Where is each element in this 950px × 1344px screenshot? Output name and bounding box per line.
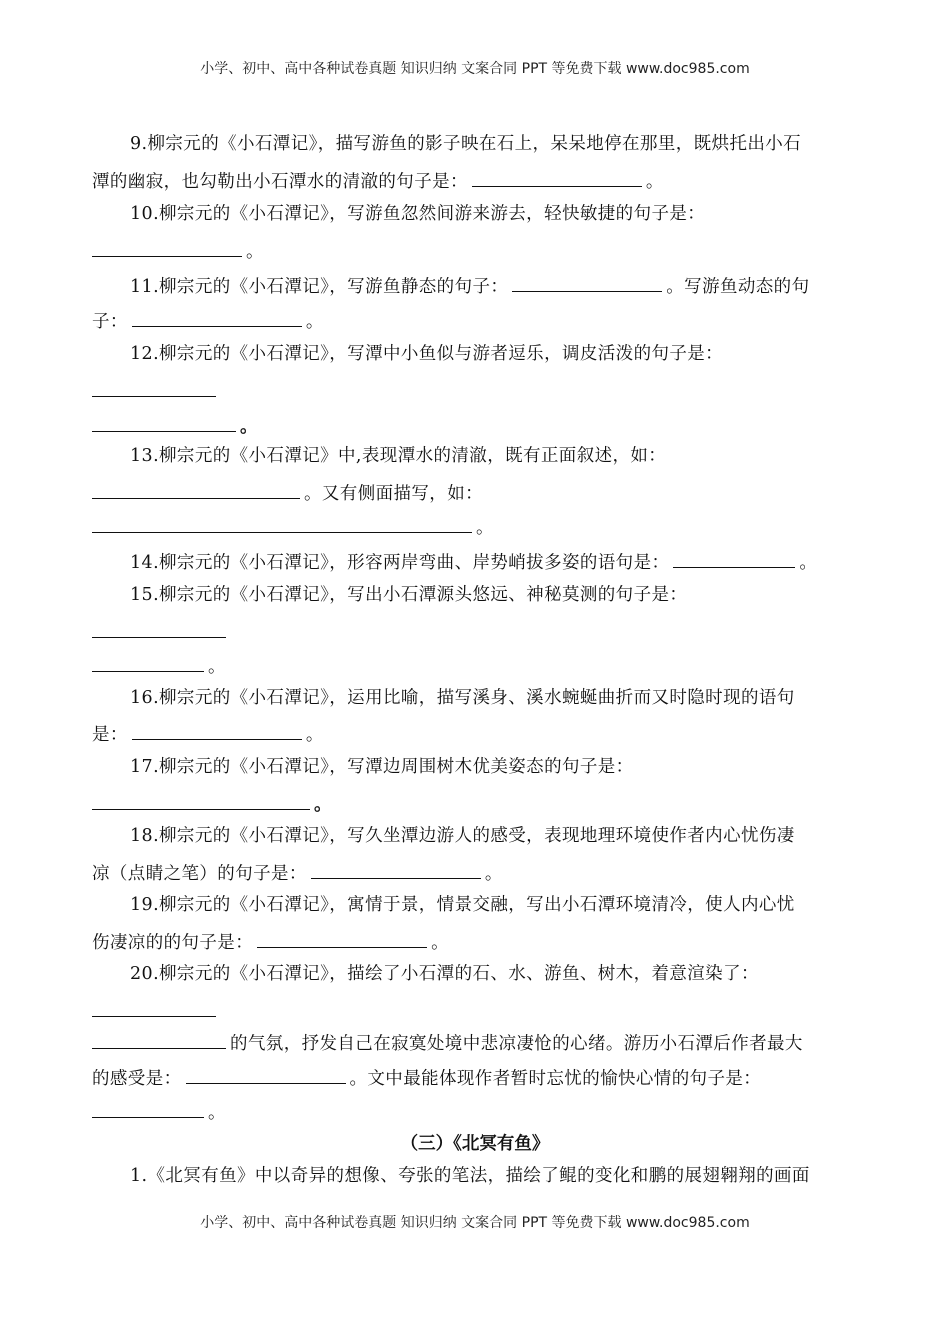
q9-line2 — [92, 168, 664, 193]
q15-line2 — [92, 619, 230, 644]
q19-text: 伤凄凉的的句子是： — [92, 933, 254, 953]
q16-line1: 16.柳宗元的《小石潭记》，运用比喻，描写溪身、溪水蜿蜒曲折而又时隐时现的语句 — [130, 688, 795, 708]
answer-blank[interactable] — [92, 378, 216, 397]
q17-line1: 17.柳宗元的《小石潭记》，写潭边周围树木优美姿态的句子是： — [130, 757, 634, 777]
answer-blank[interactable] — [92, 1030, 226, 1049]
q15-line1: 15.柳宗元的《小石潭记》，写出小石潭源头悠远、神秘莫测的句子是： — [130, 585, 688, 605]
q20-line2 — [92, 998, 220, 1023]
q13-line2 — [92, 480, 483, 505]
q19-line1: 19.柳宗元的《小石潭记》，寓情于景，情景交融，写出小石潭环境清冷，使人内心忧 — [130, 895, 795, 915]
q12-line3 — [92, 413, 258, 438]
answer-blank[interactable] — [92, 238, 242, 257]
period: 。 — [431, 933, 450, 953]
answer-blank[interactable] — [92, 998, 216, 1017]
bm-q1-line1: 1.《北冥有鱼》中以奇异的想像、夸张的笔法，描绘了鲲的变化和鹏的展翅翱翔的画面 — [130, 1166, 810, 1186]
q16-text: 是： — [92, 725, 128, 745]
q12-line2 — [92, 378, 220, 403]
answer-blank[interactable] — [311, 860, 481, 879]
q20-line4 — [92, 1065, 761, 1090]
q11-text-a: 11.柳宗元的《小石潭记》，写游鱼静态的句子： — [130, 277, 509, 297]
q13-line3 — [92, 514, 494, 539]
answer-blank[interactable] — [132, 308, 302, 327]
answer-blank[interactable] — [472, 168, 642, 187]
period: 。 — [246, 242, 264, 262]
answer-blank[interactable] — [512, 273, 662, 292]
q16-line2 — [92, 721, 324, 746]
period: 。 — [799, 553, 818, 573]
period: 。 — [314, 795, 332, 815]
q20-line5 — [92, 1099, 226, 1124]
period: 。 — [208, 657, 226, 677]
q9-text: 潭的幽寂，也勾勒出小石潭水的清澈的句子是： — [92, 172, 468, 192]
q17-line2 — [92, 791, 332, 816]
q9-line1: 9.柳宗元的《小石潭记》，描写游鱼的影子映在石上，呆呆地停在那里，既烘托出小石 — [130, 134, 802, 154]
period: 。 — [305, 725, 324, 745]
q11-line1 — [130, 273, 809, 298]
q12-line1: 12.柳宗元的《小石潭记》，写潭中小鱼似与游者逗乐，调皮活泼的句子是： — [130, 344, 724, 364]
answer-blank[interactable] — [92, 791, 310, 810]
period: 。 — [208, 1103, 226, 1123]
section-title: （三）《北冥有鱼》 — [400, 1134, 550, 1154]
q11-line2 — [92, 308, 324, 333]
page-footer: 小学、初中、高中各种试卷真题 知识归纳 文案合同 PPT 等免费下载 www.doc985.com — [200, 1215, 750, 1231]
q14-line1 — [130, 549, 817, 574]
answer-blank[interactable] — [132, 721, 302, 740]
q19-line2 — [92, 929, 449, 954]
period: 。 — [305, 312, 324, 332]
answer-blank[interactable] — [92, 619, 226, 638]
q10-line1: 10.柳宗元的《小石潭记》，写游鱼忽然间游来游去，轻快敏捷的句子是： — [130, 204, 706, 224]
q20-text-b: 的感受是： — [92, 1069, 182, 1089]
q11-text-c: 子： — [92, 312, 128, 332]
answer-blank[interactable] — [92, 413, 236, 432]
q15-line3 — [92, 653, 226, 678]
q18-text: 凉（点睛之笔）的句子是： — [92, 864, 307, 884]
period: 。 — [645, 172, 664, 192]
q18-line2 — [92, 860, 503, 885]
period: 。 — [240, 417, 258, 437]
answer-blank[interactable] — [673, 549, 795, 568]
q20-line1: 20.柳宗元的《小石潭记》，描绘了小石潭的石、水、游鱼、树木，着意渲染了： — [130, 964, 759, 984]
q18-line1: 18.柳宗元的《小石潭记》，写久坐潭边游人的感受，表现地理环境使作者内心忧伤凄 — [130, 826, 795, 846]
q11-text-b: 。写游鱼动态的句 — [666, 277, 810, 297]
answer-blank[interactable] — [92, 514, 472, 533]
q13-text: 。又有侧面描写，如： — [304, 484, 483, 504]
answer-blank[interactable] — [92, 653, 204, 672]
page-header: 小学、初中、高中各种试卷真题 知识归纳 文案合同 PPT 等免费下载 www.doc985.com — [200, 61, 750, 77]
q20-line3 — [92, 1030, 803, 1055]
q13-line1: 13.柳宗元的《小石潭记》中,表现潭水的清澈，既有正面叙述，如： — [130, 446, 667, 466]
answer-blank[interactable] — [92, 1099, 204, 1118]
q10-line2 — [92, 238, 264, 263]
period: 。 — [484, 864, 503, 884]
period: 。 — [476, 518, 494, 538]
answer-blank[interactable] — [186, 1065, 346, 1084]
q20-text: 的气氛，抒发自己在寂寞处境中悲凉凄怆的心绪。游历小石潭后作者最大 — [230, 1034, 803, 1054]
answer-blank[interactable] — [257, 929, 427, 948]
q20-text-c: 。文中最能体现作者暂时忘忧的愉快心情的句子是： — [349, 1069, 762, 1089]
answer-blank[interactable] — [92, 480, 300, 499]
q14-text: 14.柳宗元的《小石潭记》，形容两岸弯曲、岸势峭拔多姿的语句是： — [130, 553, 670, 573]
